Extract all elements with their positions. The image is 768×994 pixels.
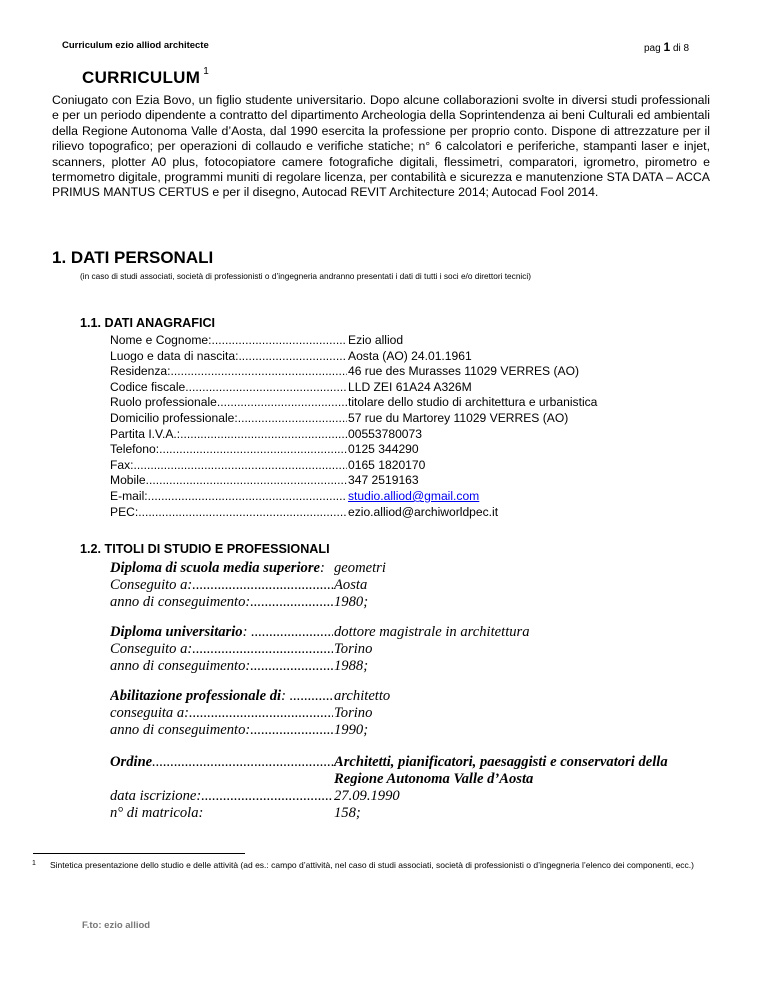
section-heading-dati-personali: 1. DATI PERSONALI — [52, 248, 214, 267]
titolo-head-value: architetto — [334, 688, 391, 704]
field-label: PEC: ..... — [110, 505, 347, 521]
page-title — [82, 68, 209, 88]
footer-signature: F.to: ezio alliod — [82, 920, 151, 931]
titolo-place-value: Torino — [334, 641, 373, 657]
titolo-head-label — [110, 560, 333, 577]
field-label: Codice fiscale ..... — [110, 380, 347, 396]
footnote-mark: 1 — [32, 860, 36, 867]
titolo-year-label: anno di conseguimento: ..... — [110, 594, 333, 611]
matricola-label: n° di matricola: — [110, 805, 204, 821]
footnote-divider — [33, 853, 245, 854]
field-value: 57 rue du Martorey 11029 VERRES (AO) — [348, 410, 569, 425]
page-prefix: pag — [644, 43, 661, 54]
page-title-text: CURRICULUM — [82, 68, 201, 87]
page-suffix: di 8 — [672, 43, 690, 54]
field-value: 46 rue des Murasses 11029 VERRES (AO) — [348, 364, 580, 379]
section-note: (in caso di studi associati, società di professionisti o d’ingegneria andranno presentati i dati di tutti i soci e/o direttori tecnici) — [80, 271, 532, 281]
email-link[interactable]: studio.alliod@gmail.com — [348, 488, 480, 503]
titolo-head-label — [110, 624, 333, 641]
ordine-label — [110, 754, 333, 771]
titolo-head-value: geometri — [334, 560, 386, 576]
iscrizione-label: data iscrizione: ..... — [110, 788, 333, 805]
titolo-place-value: Torino — [334, 705, 373, 721]
field-label: Ruolo professionale ..... — [110, 395, 347, 411]
titolo-head-sep: : — [281, 688, 286, 704]
field-value: Aosta (AO) 24.01.1961 — [348, 348, 472, 363]
page-number: 1 — [663, 40, 671, 54]
footnote — [32, 860, 722, 872]
ordine-value-line2: Regione Autonoma Valle d’Aosta — [334, 771, 534, 787]
field-value: Ezio alliod — [348, 333, 404, 347]
field-value: LLD ZEI 61A24 A326M — [348, 379, 472, 394]
field-value: 347 2519163 — [348, 473, 419, 488]
titolo-head-name: Diploma universitario — [110, 624, 243, 640]
titolo-head-value: dottore magistrale in architettura — [334, 624, 530, 640]
titolo-head-label — [110, 688, 333, 705]
intro-paragraph: Coniugato con Ezia Bovo, un figlio studente universitario. Dopo alcune collaborazioni svolte in diversi studi professionali e per un periodo dipendente a contratto del dipartimento Archeologia della Soprintendenza ai beni Culturali ed ambientali della Regione Autonoma Valle d’Aosta, dal 1990 esercita la professione per proprio conto. Dispone di attrezzature per il rilievo topografico; per operazioni di collaudo e verifiche statiche; n° 6 calcolatori e periferiche, stampanti laser e injet, scanners, plotter A0 plus, fotocopiatore camere fotografiche digitali, flessimetri, comparatori, igrometro, pirometro e termometro digitale, programmi muniti di regolare licenza, per contabilità e sicurezza e manutenzione STA DATA – ACCA PRIMUS MANTUS CERTUS e per il disegno, Autocad REVIT Architecture 2014; Autocad Fool 2014. — [52, 93, 710, 200]
field-value: 00553780073 — [348, 426, 422, 441]
field-label: Partita I.V.A.: ..... — [110, 427, 347, 443]
titolo-head-sep: : — [320, 560, 325, 576]
titolo-place-label: Conseguito a: ..... — [110, 577, 333, 594]
subsection-heading-titoli: 1.2. TITOLI DI STUDIO E PROFESSIONALI — [80, 542, 330, 556]
iscrizione-value: 27.09.1990 — [334, 788, 400, 804]
titolo-place-label: Conseguito a: ..... — [110, 641, 333, 658]
field-label: Telefono: ..... — [110, 442, 347, 458]
subsection-heading-dati-anagrafici: 1.1. DATI ANAGRAFICI — [80, 316, 216, 330]
field-label: Residenza: ..... — [110, 364, 347, 380]
footnote-text: Sintetica presentazione dello studio e delle attività (ad es.: campo d’attività, nel caso di studi associati, società di professionisti o d’ingegneria l’elenco dei componenti, ecc.) — [50, 860, 694, 870]
titolo-year-value: 1988; — [334, 658, 369, 674]
titolo-place-value: Aosta — [334, 577, 368, 593]
matricola-value: 158; — [334, 805, 361, 821]
field-label: Nome e Cognome: ..... — [110, 333, 347, 349]
titolo-year-value: 1980; — [334, 594, 369, 610]
titolo-year-label: anno di conseguimento: ..... — [110, 722, 333, 739]
page-indicator — [644, 40, 689, 54]
titolo-place-label: conseguita a: ..... — [110, 705, 333, 722]
ordine-value-line1: Architetti, pianificatori, paesaggisti e conservatori della — [334, 754, 668, 770]
footnote-ref: 1 — [203, 66, 210, 77]
field-value: ezio.alliod@archiworldpec.it — [348, 504, 499, 519]
titolo-head-sep: : — [242, 624, 248, 640]
titolo-head-name: Abilitazione professionale di — [110, 688, 282, 704]
field-value: titolare dello studio di architettura e urbanistica — [348, 395, 598, 410]
ordine-label-text: Ordine — [110, 754, 153, 770]
titolo-year-label: anno di conseguimento: ..... — [110, 658, 333, 675]
titolo-head-name: Diploma di scuola media superiore — [110, 560, 320, 576]
field-label: Mobile ..... — [110, 473, 347, 489]
titolo-year-value: 1990; — [334, 722, 369, 738]
field-value: 0165 1820170 — [348, 457, 426, 472]
field-label: Domicilio professionale: ..... — [110, 411, 347, 427]
header-document-title: Curriculum ezio alliod architecte — [62, 40, 209, 51]
field-label: Fax: ..... — [110, 458, 347, 474]
field-value: 0125 344290 — [348, 442, 419, 457]
field-label: Luogo e data di nascita: ..... — [110, 349, 347, 365]
field-label: E-mail: ..... — [110, 489, 347, 505]
